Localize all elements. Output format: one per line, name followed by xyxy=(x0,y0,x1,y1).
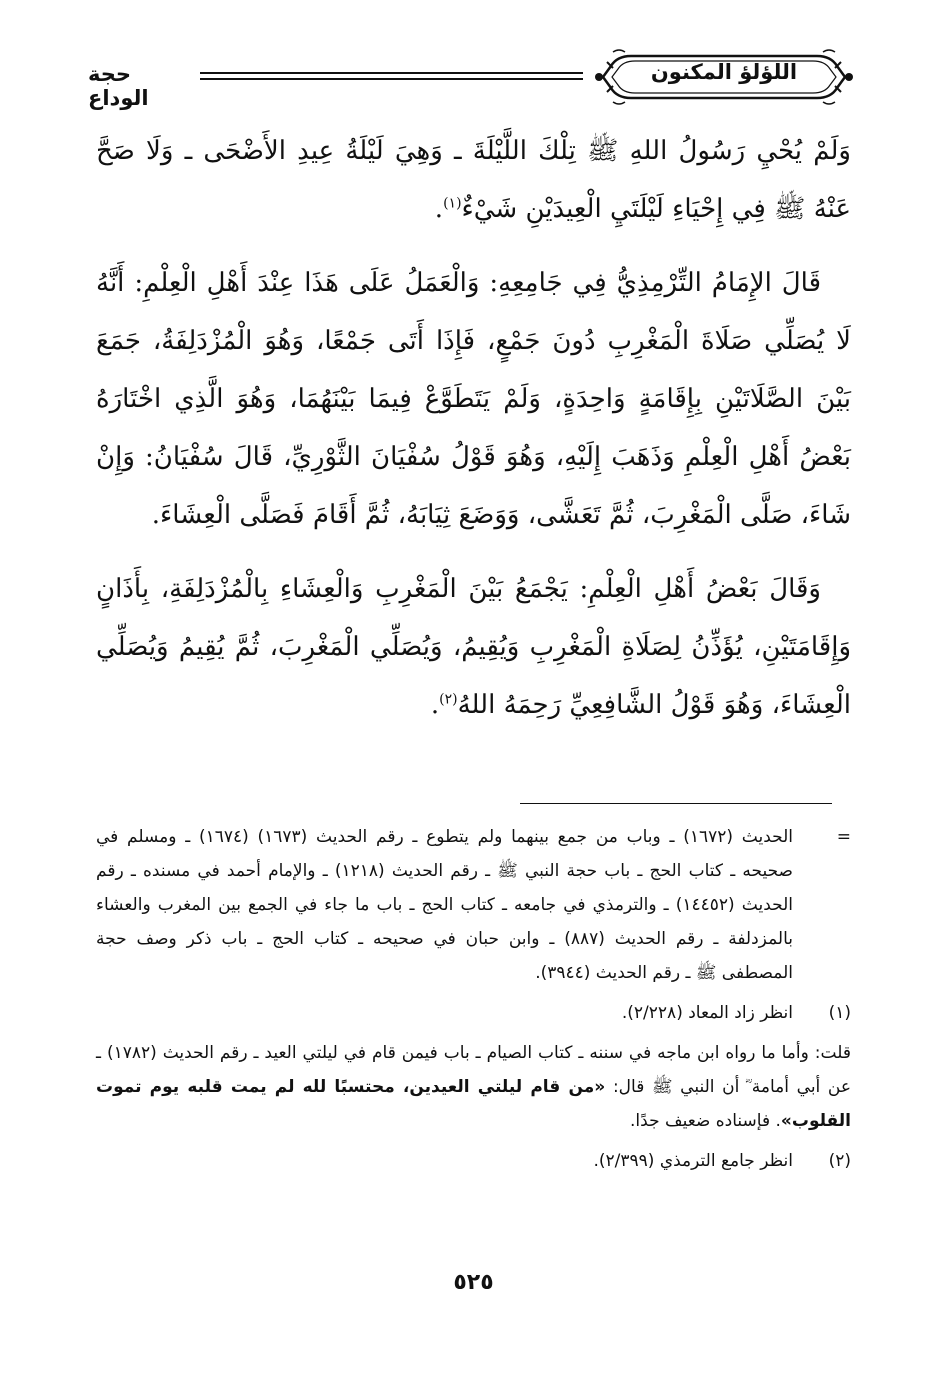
footnotes xyxy=(96,820,851,1184)
chapter-title: حجة الوداع xyxy=(88,62,149,110)
footnote-2-text: انظر جامع الترمذي (٢/٣٩٩). xyxy=(593,1151,793,1171)
book-title-cartouche xyxy=(593,46,855,108)
page-header xyxy=(88,46,855,108)
footnote-1-mark: (١) xyxy=(828,1003,851,1023)
continuation-mark: = xyxy=(836,827,851,847)
paragraph-3-text: وَقَالَ بَعْضُ أَهْلِ الْعِلْمِ: يَجْمَعُ بَيْنَ الْمَغْرِبِ وَالْعِشَاءِ بِالْمُزْدَلِفَةِ، بِأَذَانٍ وَإِقَامَتَيْنِ، يُؤَذِّنُ لِصَلَاةِ الْمَغْرِبِ وَيُقِيمُ، وَيُصَلِّي الْمَغْرِبَ، ثُمَّ يُقِيمُ وَيُصَلِّي الْعِشَاءَ، وَهُوَ قَوْلُ الشَّافِعِيِّ رَحِمَهُ اللهُ xyxy=(96,574,851,720)
page-number: ٥٢٥ xyxy=(453,1270,494,1295)
footnote-1-note xyxy=(96,1036,851,1138)
paragraph-1-text: وَلَمْ يُحْيِ رَسُولُ اللهِ ﷺ تِلْكَ اللَّيْلَةَ ـ وَهِيَ لَيْلَةُ عِيدِ الأَضْحَى ـ وَلَا صَحَّ عَنْهُ ﷺ فِي إِحْيَاءِ لَيْلَتَيِ الْعِيدَيْنِ شَيْءٌ xyxy=(96,136,851,224)
footnote-separator xyxy=(520,803,832,804)
paragraph-2: قَالَ الإِمَامُ التِّرْمِذِيُّ فِي جَامِعِهِ: وَالْعَمَلُ عَلَى هَذَا عِنْدَ أَهْلِ الْعِلْمِ: أَنَّهُ لَا يُصَلِّي صَلَاةَ الْمَغْرِبِ دُونَ جَمْعٍ، فَإِذَا أَتَى جَمْعًا، وَهُوَ الْمُزْدَلِفَةُ، جَمَعَ بَيْنَ الصَّلَاتَيْنِ بِإِقَامَةٍ وَاحِدَةٍ، وَلَمْ يَتَطَوَّعْ فِيمَا بَيْنَهُمَا، وَهُوَ الَّذِي اخْتَارَهُ بَعْضُ أَهْلِ الْعِلْمِ وَذَهَبَ إِلَيْهِ، وَهُوَ قَوْلُ سُفْيَانَ الثَّوْرِيِّ، قَالَ سُفْيَانُ: وَإِنْ شَاءَ، صَلَّى الْمَغْرِبَ، ثُمَّ تَعَشَّى، وَوَضَعَ ثِيَابَهُ، ثُمَّ أَقَامَ فَصَلَّى الْعِشَاءَ. xyxy=(96,268,851,530)
footnote-2-mark: (٢) xyxy=(828,1151,851,1171)
footnote-ref-2: (٢) xyxy=(439,691,458,708)
footnote-ref-1: (١) xyxy=(443,195,462,212)
footnote-1-text: انظر زاد المعاد (٢/٢٢٨). xyxy=(621,1003,793,1023)
footnote-1 xyxy=(96,996,851,1030)
footnote-1-note-text: قلت: وأما ما رواه ابن ماجه في سننه ـ كتاب الصيام ـ باب فيمن قام في ليلتي العيد ـ رقم الحديث (١٧٨٢) ـ عن أبي أمامة ؓ أن النبي ﷺ قال: xyxy=(96,1043,852,1097)
footnote-1-quote: «من قام ليلتي العيدين، محتسبًا لله لم يمت قلبه يوم تموت القلوب» xyxy=(96,1077,851,1131)
footnote-continuation xyxy=(96,820,851,990)
book-title: اللؤلؤ المكنون xyxy=(650,60,798,84)
footnote-2 xyxy=(96,1144,851,1178)
header-rule xyxy=(200,72,583,80)
paragraph-3 xyxy=(96,560,851,734)
main-text xyxy=(96,122,851,750)
footnote-continuation-text: الحديث (١٦٧٢) ـ وباب من جمع بينهما ولم يتطوع ـ رقم الحديث (١٦٧٣) (١٦٧٤) ـ ومسلم في صحيحه ـ كتاب الحج ـ باب حجة النبي ﷺ ـ رقم الحديث (١٢١٨) ـ والإمام أحمد في مسنده ـ رقم الحديث (١٤٤٥٢) ـ والترمذي في جامعه ـ كتاب الحج ـ باب ما جاء في الجمع بين المغرب والعشاء بالمزدلفة ـ رقم الحديث (٨٨٧) ـ وابن حبان في صحيحه ـ كتاب الحج ـ باب ذكر وصف حجة المصطفى ﷺ ـ رقم الحديث (٣٩٤٤). xyxy=(96,827,793,983)
paragraph-3-end: . xyxy=(430,690,440,720)
paragraph-1-end: . xyxy=(434,194,444,224)
footnote-1-note-end: . فإسناده ضعيف جدًا. xyxy=(630,1111,781,1131)
paragraph-1 xyxy=(96,122,851,238)
